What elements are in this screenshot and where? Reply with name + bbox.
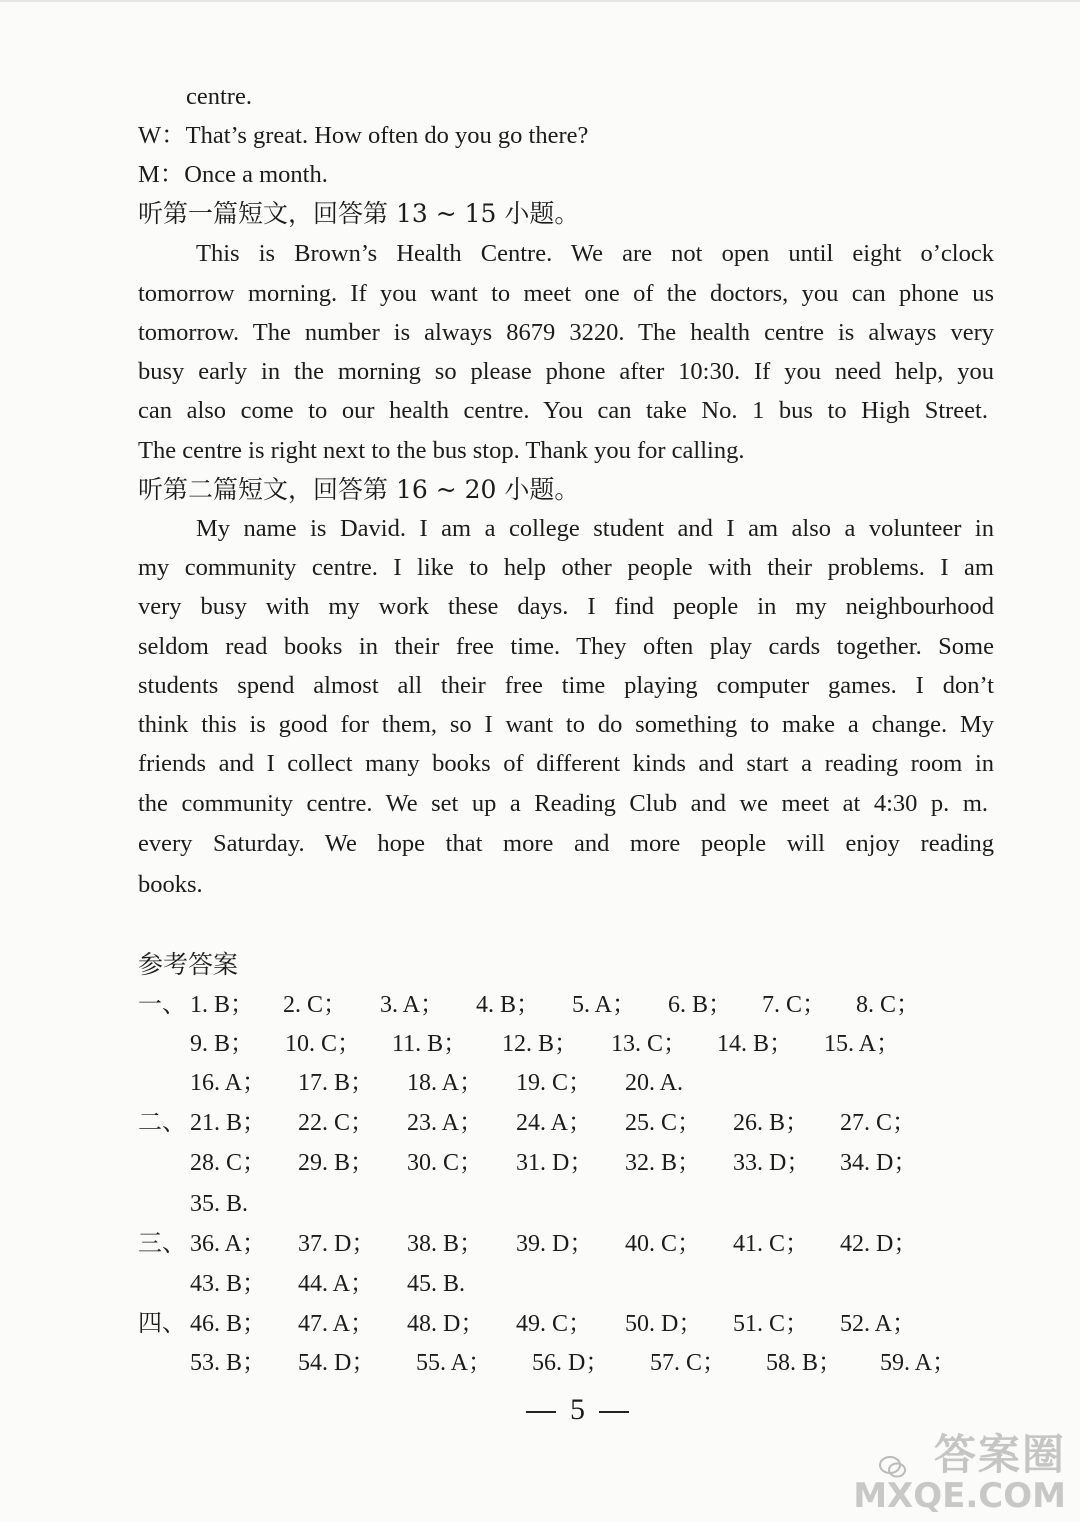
passage2-line: my community centre. I like to help other people with their problems. I am <box>138 554 994 581</box>
answer-item: 23. A； <box>407 1110 484 1136</box>
answer-item: 48. D； <box>407 1311 485 1337</box>
answer-row <box>138 1108 998 1138</box>
answer-item: 1. B； <box>190 992 255 1018</box>
answers-heading: 参考答案 <box>138 950 239 979</box>
answer-item: 54. D； <box>298 1350 376 1376</box>
answer-row <box>138 1189 998 1219</box>
answer-item: 38. B； <box>407 1231 484 1257</box>
answer-item: 13. C； <box>611 1031 688 1057</box>
answer-section-prefix: 四、 <box>138 1311 186 1337</box>
passage2-line: books. <box>138 871 203 898</box>
answer-item: 3. A； <box>380 992 445 1018</box>
answer-item: 31. D； <box>516 1150 594 1176</box>
answer-item: 42. D； <box>840 1231 918 1257</box>
passage1-heading: 听第一篇短文，回答第 13 ~ 15 小题。 <box>138 199 580 228</box>
watermark-url: MXQE.COM <box>853 1476 1066 1516</box>
answer-item: 35. B. <box>190 1191 249 1217</box>
answer-item: 24. A； <box>516 1110 593 1136</box>
passage2-line: very busy with my work these days. I find people in my neighbourhood <box>138 593 994 620</box>
answer-item: 36. A； <box>190 1231 267 1257</box>
dialogue-line-m <box>138 160 328 190</box>
answer-item: 47. A； <box>298 1311 375 1337</box>
answer-item: 40. C； <box>625 1231 702 1257</box>
answer-item: 27. C； <box>840 1110 917 1136</box>
answer-row <box>138 1309 998 1339</box>
speaker-m: M： <box>138 161 185 188</box>
answer-item: 2. C； <box>283 992 348 1018</box>
watermark-cn: 答案圈 <box>933 1430 1066 1479</box>
passage1-line: busy early in the morning so please phone after 10:30. If you need help, you <box>138 358 994 385</box>
answer-item: 30. C； <box>407 1150 484 1176</box>
answer-row <box>138 1148 998 1178</box>
page-number-text: 5 <box>570 1393 585 1426</box>
answer-item: 4. B； <box>476 992 541 1018</box>
answer-row <box>138 1229 998 1259</box>
answer-item: 11. B； <box>392 1031 468 1057</box>
answer-item: 26. B； <box>733 1110 810 1136</box>
answer-item: 44. A； <box>298 1271 375 1297</box>
passage2-line: My name is David. I am a college student and I am also a volunteer in <box>196 515 994 542</box>
answer-item: 37. D； <box>298 1231 376 1257</box>
answer-item: 49. C； <box>516 1311 593 1337</box>
dialogue-line-w <box>138 121 588 151</box>
answer-item: 12. B； <box>502 1031 579 1057</box>
speaker-w: W： <box>138 122 186 149</box>
answer-item: 29. B； <box>298 1150 375 1176</box>
answer-item: 45. B. <box>407 1271 466 1297</box>
dialogue-text-m: Once a month. <box>184 161 328 188</box>
answer-row <box>138 1269 998 1299</box>
answer-item: 14. B； <box>717 1031 794 1057</box>
answer-item: 55. A； <box>416 1350 493 1376</box>
answer-item: 9. B； <box>190 1031 255 1057</box>
answer-item: 7. C； <box>762 992 827 1018</box>
answer-item: 41. C； <box>733 1231 810 1257</box>
answer-item: 46. B； <box>190 1311 267 1337</box>
passage1-line: tomorrow. The number is always 8679 3220. The health centre is always very <box>138 319 994 346</box>
answer-item: 51. C； <box>733 1311 810 1337</box>
dialogue-text-w: That’s great. How often do you go there? <box>185 122 589 149</box>
answer-item: 53. B； <box>190 1350 267 1376</box>
answer-section-prefix: 二、 <box>138 1110 186 1136</box>
answer-row <box>138 1029 998 1059</box>
passage1-line: can also come to our health centre. You can take No. 1 bus to High Street. <box>138 397 988 424</box>
passage2-line: think this is good for them, so I want to do something to make a change. My <box>138 711 994 738</box>
answer-item: 34. D； <box>840 1150 918 1176</box>
dash-right <box>599 1411 629 1413</box>
answer-item: 20. A. <box>625 1070 684 1096</box>
top-border <box>0 0 1080 2</box>
answer-item: 28. C； <box>190 1150 267 1176</box>
answer-item: 19. C； <box>516 1070 593 1096</box>
answer-item: 22. C； <box>298 1110 375 1136</box>
answer-row <box>138 1348 998 1378</box>
answer-item: 5. A； <box>572 992 637 1018</box>
answer-item: 57. C； <box>650 1350 727 1376</box>
answer-item: 52. A； <box>840 1311 917 1337</box>
passage2-heading: 听第二篇短文，回答第 16 ~ 20 小题。 <box>138 475 580 504</box>
answer-item: 18. A； <box>407 1070 484 1096</box>
answer-item: 33. D； <box>733 1150 811 1176</box>
answer-item: 15. A； <box>824 1031 901 1057</box>
answer-section-prefix: 一、 <box>138 992 186 1018</box>
answer-item: 32. B； <box>625 1150 702 1176</box>
answer-item: 56. D； <box>532 1350 610 1376</box>
answer-item: 58. B； <box>766 1350 843 1376</box>
watermark <box>853 1432 1066 1514</box>
passage1-line: The centre is right next to the bus stop. Thank you for calling. <box>138 437 745 464</box>
answer-item: 59. A； <box>880 1350 957 1376</box>
page-number <box>512 1393 643 1427</box>
answer-item: 43. B； <box>190 1271 267 1297</box>
answer-item: 21. B； <box>190 1110 267 1136</box>
answer-item: 8. C； <box>856 992 921 1018</box>
passage1-line: This is Brown’s Health Centre. We are not open until eight o’clock <box>196 240 994 267</box>
answer-row <box>138 990 998 1020</box>
dash-left <box>526 1411 556 1413</box>
passage2-line: every Saturday. We hope that more and more people will enjoy reading <box>138 830 994 857</box>
passage2-line: students spend almost all their free time playing computer games. I don’t <box>138 672 994 699</box>
dialogue-line-centre: centre. <box>186 83 252 110</box>
answer-item: 16. A； <box>190 1070 267 1096</box>
passage2-line: friends and I collect many books of different kinds and start a reading room in <box>138 750 994 777</box>
answer-row <box>138 1068 998 1098</box>
answer-item: 50. D； <box>625 1311 703 1337</box>
answer-item: 39. D； <box>516 1231 594 1257</box>
answer-item: 25. C； <box>625 1110 702 1136</box>
passage2-line: the community centre. We set up a Reading Club and we meet at 4:30 p. m. <box>138 790 988 817</box>
answer-item: 17. B； <box>298 1070 375 1096</box>
passage1-line: tomorrow morning. If you want to meet one of the doctors, you can phone us <box>138 280 994 307</box>
answer-item: 6. B； <box>668 992 733 1018</box>
passage2-line: seldom read books in their free time. They often play cards together. Some <box>138 633 994 660</box>
answer-section-prefix: 三、 <box>138 1231 186 1257</box>
answer-item: 10. C； <box>285 1031 362 1057</box>
